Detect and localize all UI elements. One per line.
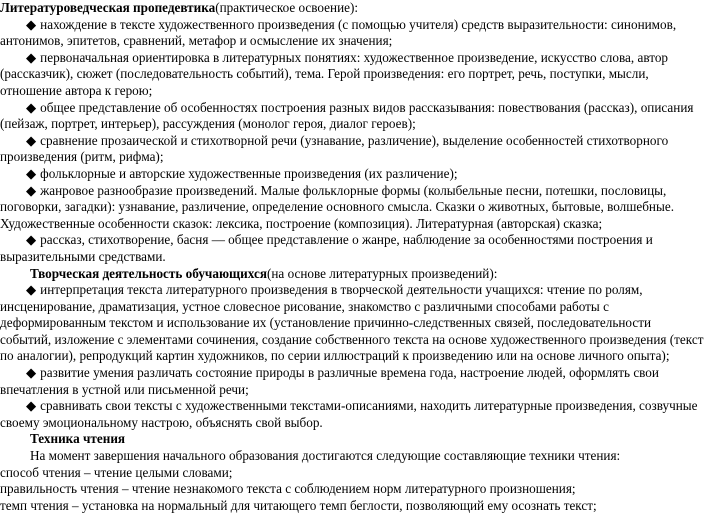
diamond-bullet-icon: ◆: [26, 365, 37, 381]
section1-item-2: ◆ первоначальная ориентировка в литературных понятиях: художественное произведение, искусство слова, автор (рассказчик), сюжет (последовательность событий), тема. Герой произведения: его портрет, речь, поступки, мысли, отношение автора к герою;: [0, 49, 669, 98]
section2-title: Творческая деятельность обучающихся: [30, 265, 267, 281]
diamond-bullet-icon: ◆: [26, 282, 37, 298]
section3-title: Техника чтения: [30, 431, 126, 447]
section1-item-4: ◆ сравнение прозаической и стихотворной речи (узнавание, различение), выделение особенностей стихотворного произведения (ритм, рифма);: [0, 132, 669, 165]
section1-item-5: ◆ фольклорные и авторские художественные произведения (их различение);: [26, 165, 458, 181]
section2-heading: [0, 266, 704, 283]
section1-item-6: ◆ жанровое разнообразие произведений. Малые фольклорные формы (колыбельные песни, потешки, пословицы, поговорки, загадки): узнавание, различение, определение основного смысла. Сказки о животных, бытовые, волшебные. Художественные особенности сказок: лексика, построение (композиция). Литературная (авторская) сказка;: [0, 182, 675, 231]
section1-subtitle: (практическое освоение):: [215, 0, 359, 15]
section3-heading: [0, 431, 704, 448]
section1-heading: [0, 0, 704, 17]
section3-line-3: темп чтения – установка на нормальный для читающего темп беглости, позволяющий ему осознать текст;: [0, 497, 597, 513]
section2-item-1: ◆ интерпретация текста литературного произведения в творческой деятельности учащихся: чтение по ролям, инсценирование, драматизация, устное словесное рисование, знакомство с различными способами работы с деформированным текстом и использование их (установление причинно-следственных связей, последовательности событий, изложение с элементами сочинения, создание собственного текста на основе художественного произведения (текст по аналогии), репродукций картин художников, по серии иллюстраций к произведению или на основе личного опыта);: [0, 282, 704, 364]
section2-item-3: ◆ сравнивать свои тексты с художественными текстами-описаниями, находить литературные произведения, созвучные своему эмоциональному настрою, объяснять свой выбор.: [0, 398, 698, 430]
section2-item-2: ◆ развитие умения различать состояние природы в различные времена года, настроение людей, оформлять свои впечатления в устной или письменной речи;: [0, 365, 659, 397]
diamond-bullet-icon: ◆: [26, 165, 37, 181]
section2-subtitle: (на основе литературных произведений):: [266, 265, 498, 281]
diamond-bullet-icon: ◆: [26, 398, 37, 414]
section3-line-1: способ чтения – чтение целыми словами;: [0, 464, 233, 480]
diamond-bullet-icon: ◆: [26, 232, 37, 248]
section3-line-2: правильность чтения – чтение незнакомого текста с соблюдением норм литературного произношения;: [0, 481, 576, 497]
diamond-bullet-icon: ◆: [26, 182, 37, 198]
diamond-bullet-icon: ◆: [26, 132, 37, 148]
section1-item-1: ◆ нахождение в тексте художественного произведения (с помощью учителя) средств выразительности: синонимов, антонимов, эпитетов, сравнений, метафор и осмысление их значения;: [0, 16, 677, 49]
diamond-bullet-icon: ◆: [26, 49, 37, 65]
diamond-bullet-icon: ◆: [26, 16, 37, 32]
section3-intro: На момент завершения начального образования достигаются следующие составляющие техники чтения:: [30, 448, 621, 464]
section1-title: Литературоведческая пропедевтика: [0, 0, 216, 15]
diamond-bullet-icon: ◆: [26, 99, 37, 115]
section1-item-7: ◆ рассказ, стихотворение, басня — общее представление о жанре, наблюдение за особенностями построения и выразительными средствами.: [0, 232, 653, 264]
section1-item-3: ◆ общее представление об особенностях построения разных видов рассказывания: повествования (рассказ), описания (пейзаж, портрет, интерьер), рассуждения (монолог героя, диалог героев);: [0, 99, 694, 132]
